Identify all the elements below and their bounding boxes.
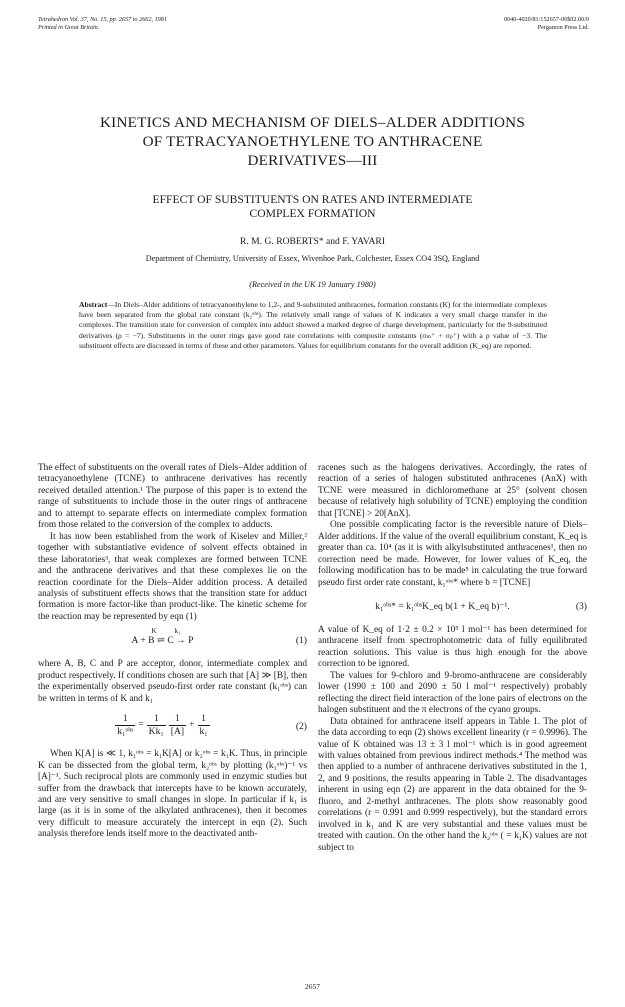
paragraph: where A, B, C and P are acceptor, donor, intermediate complex and product respectively. If conditions chosen are such that [A] ≫ [B], then the experimentally observed pseudo-first order rate constant (k₁ᵒᵇˢ) can be written in terms of K and k₁ (38, 659, 307, 704)
eq1-number: (1) (295, 635, 307, 647)
page-number: 2657 (304, 982, 321, 991)
paragraph: racenes such as the halogens derivatives. Accordingly, the rates of reaction of a series of halogen substituted anthracenes (AnX) with TCNE were measured in dichloromethane at 25° (solvent chosen because of relatively high solubility of TCNE) employing the condition that [TCNE] > 20[AnX]. (318, 463, 587, 519)
left-column (38, 463, 307, 841)
equation-1 (38, 629, 307, 655)
eq2-number: (2) (295, 721, 307, 733)
paragraph: It has now been established from the work of Kiselev and Miller,² together with substantiative evidence of solvent effects obtained in these laboratories³, that weak complexes are formed between TCNE and the anthracene derivatives and that these complexes lie on the reaction coordinate for the Diels–Alder addition process. A detailed analysis of substituent effects shows that the transition state for adduct formation is more factor-like than product-like. The kinetic scheme for the reaction may be represented by eqn (1) (38, 531, 307, 622)
eq2-term1-denominator: Kk₁ (148, 725, 164, 737)
paragraph: The effect of substituents on the overall rates of Diels–Alder addition of tetracyanoethylene (TCNE) to anthracene derivatives has recently received detailed attention.¹ The purpose of this paper is to extend the range of substituents to include those in the outer rings of anthracene and to attempt to separate effects on intermediate complex formation from those related to the conversion of the complex to adducts. (38, 463, 307, 531)
eq3-expression: k₁ᵒᵇˢ* = k₁ᵒᵇˢK_eq b(1 + K_eq b)⁻¹. (375, 600, 510, 612)
eq1-k1-label: k₁ (174, 627, 181, 636)
running-header-left (38, 16, 167, 32)
received-date: (Received in the UK 19 January 1980) (249, 280, 376, 289)
abstract-label: Abstract (79, 300, 108, 309)
printed-note: Printed in Great Britain. (38, 24, 100, 31)
eq1-k-label: K (151, 627, 157, 636)
eq2-term1-numerator: 1 (153, 713, 159, 725)
paragraph: A value of K_eq of 1·2 ± 0.2 × 10⁵ l mol⁻¹ has been determined for anthracene itself from spectrophotometric data of fully equilibrated reaction solutions. This value is thus high enough for the above correction to be ignored. (318, 624, 587, 670)
title-line: OF TETRACYANOETHYLENE TO ANTHRACENE (142, 133, 483, 150)
subtitle-line: COMPLEX FORMATION (249, 207, 376, 220)
publisher: Pergamon Press Ltd. (537, 24, 589, 31)
article-code: 0040-4020/81/152657-06$02.00/0 (503, 16, 589, 23)
eq1-expression: A + B ⇌ C → P (131, 635, 194, 647)
title-line: DERIVATIVES—III (247, 152, 378, 169)
paragraph: Data obtained for anthracene itself appears in Table 1. The plot of the data according to eqn (2) shows excellent linearity (r = 0.9996). The value of K obtained was 13 ± 3 l mol⁻¹ which is in good agreement with values obtained from previous indirect methods.⁴ The method was then applied to a number of anthracene derivatives substituted in the 1, 2, and 9 positions, the results appearing in Table 2. The disadvantages inherent in using eqn (2) are apparent in the data obtained for the 9-fluoro, and 2-methyl anthracenes. The plots show reasonably good correlations (r = 0.991 and 0.999 respectively), but the standard errors involved in k₁ and K are very substantial and these values must be treated with caution. On the other hand the k₂ᵒᵇˢ ( = k₁K) values are not subject to (318, 716, 587, 853)
eq2-lhs-numerator: 1 (122, 713, 128, 725)
authors: R. M. G. ROBERTS* and F. YAVARI (239, 236, 386, 247)
eq2-term2-numerator: 1 (175, 713, 180, 725)
abstract (79, 300, 547, 351)
article-title (40, 113, 585, 170)
eq2-lhs-denominator: k₁ᵒᵇˢ (117, 725, 134, 737)
equation-2 (38, 711, 307, 745)
eq3-number: (3) (575, 600, 587, 612)
article-subtitle (40, 193, 585, 221)
running-header-right (504, 16, 589, 32)
eq2-term2-denominator: [A] (170, 725, 185, 737)
right-column (318, 463, 587, 854)
eq2-equals: = (138, 719, 144, 731)
subtitle-line: EFFECT OF SUBSTITUENTS ON RATES AND INTERMEDIATE (152, 193, 473, 206)
equation-3 (318, 595, 587, 621)
affiliation: Department of Chemistry, University of Essex, Wivenhoe Park, Colchester, Essex CO4 3SQ, England (145, 254, 480, 263)
eq2-term3-numerator: 1 (201, 713, 206, 725)
title-line: KINETICS AND MECHANISM OF DIELS–ALDER ADDITIONS (100, 114, 525, 131)
eq2-term3-denominator: k₁ (199, 725, 208, 737)
abstract-text: —In Diels–Alder additions of tetracyanoethylene to 1,2-, and 9-substituted anthracenes, formation constants (K) for the intermediate complexes have been separated from the global rate constant (k₂ᵒᵇˢ). The relatively small range of values of K indicates a very small charge transfer in the complexes. The transition state for conversion of complex into adduct showed a marked degree of charge development, particularly for the 9-substituted derivatives (ρ = −7). Substituents in the outer rings gave good rate correlations with composite constants (σₘ⁺ + σₚ⁺) with a ρ value of −3. The substituent effects are discussed in terms of these and other parameters. Values for equilibrium constants for the overall addition (K_eq) are reported. (79, 300, 547, 350)
journal-citation: Tetrahedron Vol. 37, No. 15, pp. 2657 to 2662, 1981 (38, 16, 167, 23)
eq2-plus: + (189, 719, 195, 731)
paragraph: The values for 9-chloro and 9-bromo-anthracene are considerably lower (1990 ± 100 and 2090 ± 50 l mol⁻¹ respectively) probably reflecting the direct field interaction of the lone pairs of electrons on the halogen substituent and the π electrons of the cyano groups. (318, 670, 587, 716)
paragraph: One possible complicating factor is the reversible nature of Diels–Alder additions. If the value of the overall equilibrium constant, K_eq is greater than ca. 10⁴ (as it is with alkylsubstituted anthracenes¹, then no correction need be made. However, for lower values of K_eq, the following modification has to be made⁵ in calculating the true forward pseudo first order rate constant, k₁ᵒᵇˢ* where b = [TCNE] (318, 520, 587, 588)
paragraph: When K[A] is ≪ 1, k₁ᵒᵇˢ = k₁K[A] or k₂ᵒᵇˢ = k₁K. Thus, in principle K can be dissected from the global term, k₂ᵒᵇˢ by plotting (k₁ᵒᵇˢ)⁻¹ vs [A]⁻¹. Such reciprocal plots are commonly used in enzymic studies but suffer from the drawback that intercepts have to be known accurately, and are very sensitive to small changes in slope. In particular if k₁ is large (as it is in some of the alkylated anthracenes), then it becomes very difficult to measure accurately the intercept in eqn (2). Such analysis therefore lends itself more to the deactivated anth- (38, 749, 307, 840)
